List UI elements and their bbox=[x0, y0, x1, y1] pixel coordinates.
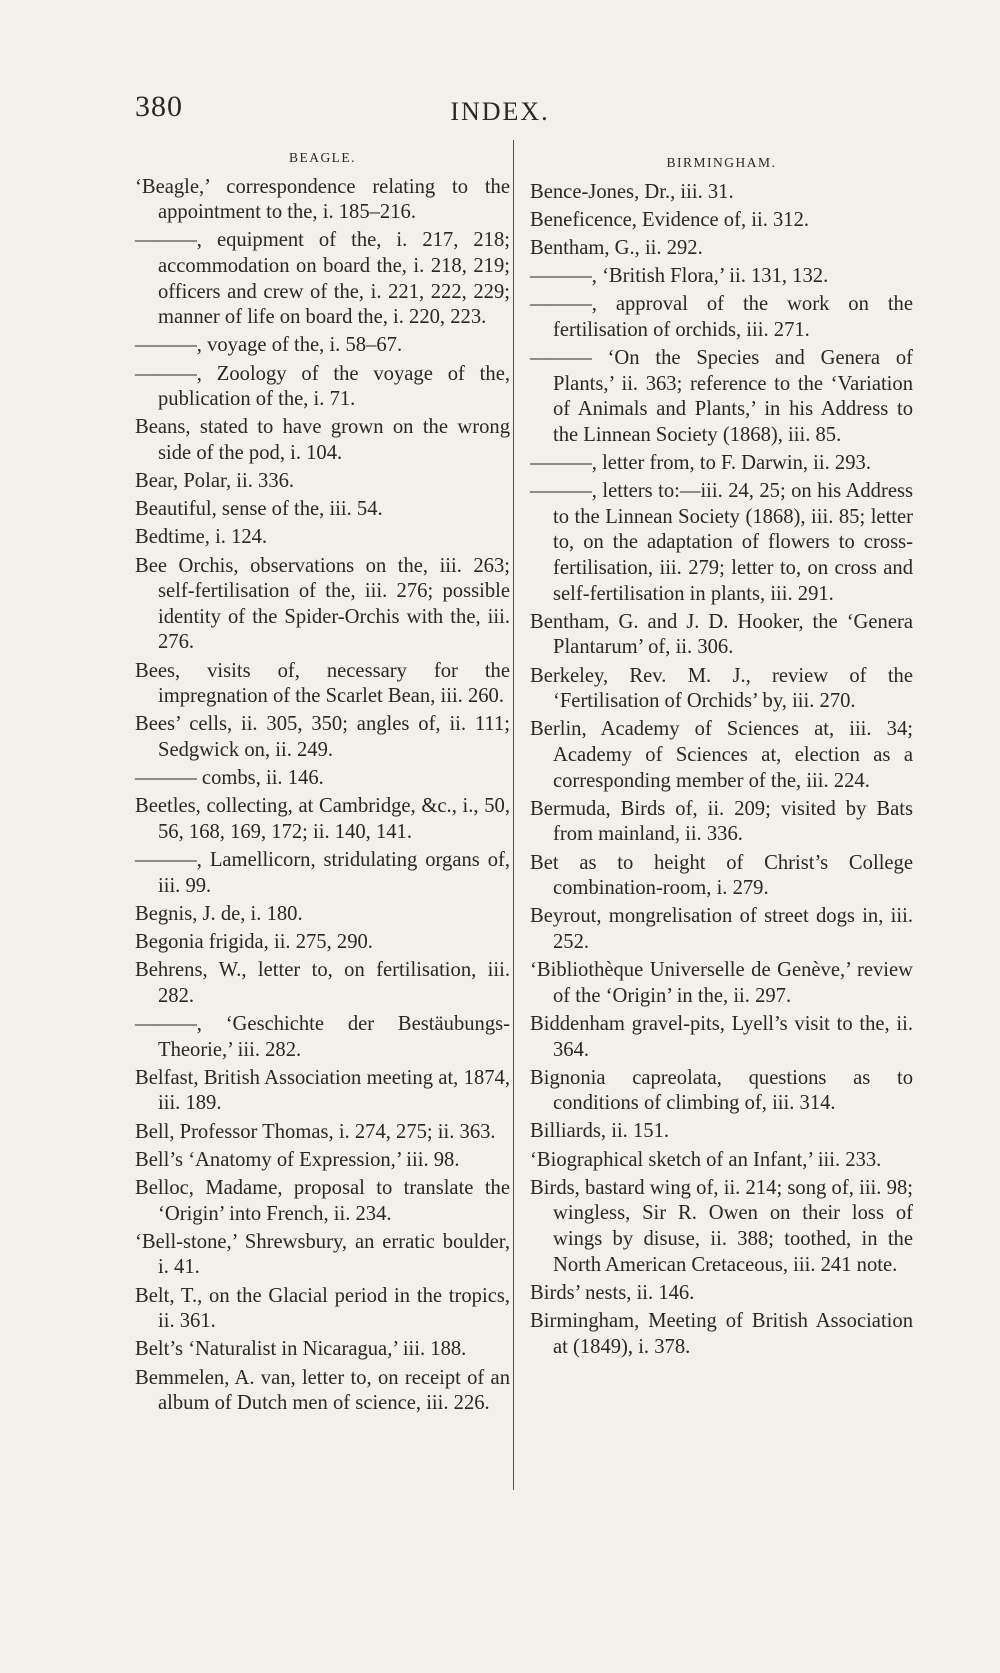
index-entry: Beneficence, Evidence of, ii. 312. bbox=[530, 208, 810, 231]
index-entry: Bell, Professor Thomas, i. 274, 275; ii. 363. bbox=[135, 1120, 496, 1143]
index-entry: ———, voyage of the, i. 58–67. bbox=[135, 334, 403, 357]
index-entry: Birmingham, Meeting of British Association at (1849), i. 378. bbox=[530, 1310, 913, 1358]
index-entry: ———, letters to:—iii. 24, 25; on his Address to the Linnean Society (1868), iii. 85; letter to, on the adaptation of flowers to cross-fertilisation, iii. 279; letter to, on cross and self-fertilisation in plants, iii. 291. bbox=[530, 480, 913, 605]
index-entry: Bedtime, i. 124. bbox=[135, 526, 268, 549]
index-entry: ‘Bibliothèque Universelle de Genève,’ review of the ‘Origin’ in the, ii. 297. bbox=[530, 959, 913, 1007]
index-entry: Bentham, G., ii. 292. bbox=[530, 236, 703, 259]
index-entry: Bermuda, Birds of, ii. 209; visited by Bats from mainland, ii. 336. bbox=[530, 797, 913, 846]
index-entry: Belfast, British Association meeting at, 1874, iii. 189. bbox=[135, 1066, 510, 1115]
index-entry: Bence-Jones, Dr., iii. 31. bbox=[530, 180, 734, 203]
index-entry: Begonia frigida, ii. 275, 290. bbox=[135, 931, 373, 954]
index-entry: Birds, bastard wing of, ii. 214; song of, iii. 98; wingless, Sir R. Owen on their loss of wings by disuse, ii. 388; toothed, in the North American Cretaceous, iii. 241 note. bbox=[530, 1176, 913, 1276]
left-column-heading: BEAGLE. bbox=[288, 150, 357, 165]
index-entry: ——— ‘On the Species and Genera of Plants,’ ii. 363; reference to the ‘Variation of Animals and Plants,’ in his Address to the Linnean Society (1868), iii. 85. bbox=[530, 347, 913, 446]
left-entries bbox=[135, 175, 510, 1417]
index-entry: Beans, stated to have grown on the wrong side of the pod, i. 104. bbox=[135, 416, 510, 464]
index-entry: Bet as to height of Christ’s College combination-room, i. 279. bbox=[530, 851, 913, 900]
index-entry: Bee Orchis, observations on the, iii. 263; self-fertilisation of the, iii. 276; possible identity of the Spider-Orchis with the, iii. 276. bbox=[135, 554, 510, 654]
index-entry: ‘Bell-stone,’ Shrewsbury, an erratic boulder, i. 41. bbox=[135, 1230, 510, 1279]
index-entry: Billiards, ii. 151. bbox=[530, 1120, 670, 1143]
index-entry: Birds’ nests, ii. 146. bbox=[530, 1281, 695, 1304]
index-entry: ———, letter from, to F. Darwin, ii. 293. bbox=[530, 452, 871, 475]
index-entry: Beautiful, sense of the, iii. 54. bbox=[135, 498, 383, 521]
left-column bbox=[135, 145, 510, 1419]
index-entry: Belt, T., on the Glacial period in the tropics, ii. 361. bbox=[135, 1284, 510, 1333]
index-entry: Belloc, Madame, proposal to translate the ‘Origin’ into French, ii. 234. bbox=[135, 1177, 510, 1225]
index-entry: Bentham, G. and J. D. Hooker, the ‘Genera Plantarum’ of, ii. 306. bbox=[530, 610, 913, 659]
index-entry: ———, equipment of the, i. 217, 218; accommodation on board the, i. 218, 219; officers and crew of the, i. 221, 222, 229; manner of life on board the, i. 220, 223. bbox=[135, 229, 510, 329]
index-entry: ———, approval of the work on the fertilisation of orchids, iii. 271. bbox=[530, 293, 913, 341]
index-entry: ———, Zoology of the voyage of the, publication of the, i. 71. bbox=[135, 362, 510, 411]
index-entry: Berlin, Academy of Sciences at, iii. 34; Academy of Sciences at, election as a corresponding member of the, iii. 224. bbox=[530, 718, 913, 792]
index-entry: Bear, Polar, ii. 336. bbox=[135, 470, 295, 493]
right-column-heading: BIRMINGHAM. bbox=[666, 155, 777, 170]
page-number: 380 bbox=[135, 90, 183, 123]
index-entry: Begnis, J. de, i. 180. bbox=[135, 902, 303, 925]
index-entry: Biddenham gravel-pits, Lyell’s visit to the, ii. 364. bbox=[530, 1012, 913, 1061]
index-entry: ‘Beagle,’ correspondence relating to the appointment to the, i. 185–216. bbox=[135, 175, 510, 224]
right-column bbox=[530, 150, 913, 1363]
running-head-title: INDEX. bbox=[450, 97, 550, 126]
index-entry: Bees, visits of, necessary for the impregnation of the Scarlet Bean, iii. 260. bbox=[135, 659, 510, 708]
index-entry: ———, ‘British Flora,’ ii. 131, 132. bbox=[530, 265, 829, 288]
index-entry: Beyrout, mongrelisation of street dogs in, iii. 252. bbox=[530, 905, 913, 953]
index-entry: ‘Biographical sketch of an Infant,’ iii. 233. bbox=[530, 1148, 882, 1171]
index-entry: ———, ‘Geschichte der Bestäubungs-Theorie,’ iii. 282. bbox=[135, 1013, 510, 1061]
column-divider bbox=[513, 140, 514, 1490]
index-entry: ——— combs, ii. 146. bbox=[135, 767, 324, 790]
index-entry: Bell’s ‘Anatomy of Expression,’ iii. 98. bbox=[135, 1148, 460, 1171]
right-entries bbox=[530, 180, 913, 1361]
index-entry: Belt’s ‘Naturalist in Nicaragua,’ iii. 188. bbox=[135, 1338, 467, 1361]
index-entry: Bees’ cells, ii. 305, 350; angles of, ii. 111; Sedgwick on, ii. 249. bbox=[135, 713, 510, 761]
index-entry: Berkeley, Rev. M. J., review of the ‘Fertilisation of Orchids’ by, iii. 270. bbox=[530, 664, 913, 713]
index-entry: Behrens, W., letter to, on fertilisation, iii. 282. bbox=[135, 959, 510, 1007]
index-entry: Bignonia capreolata, questions as to conditions of climbing of, iii. 314. bbox=[530, 1066, 913, 1115]
index-entry: ———, Lamellicorn, stridulating organs of, iii. 99. bbox=[135, 849, 510, 897]
index-entry: Bemmelen, A. van, letter to, on receipt of an album of Dutch men of science, iii. 226. bbox=[135, 1366, 510, 1415]
index-entry: Beetles, collecting, at Cambridge, &c., i., 50, 56, 168, 169, 172; ii. 140, 141. bbox=[135, 795, 510, 843]
